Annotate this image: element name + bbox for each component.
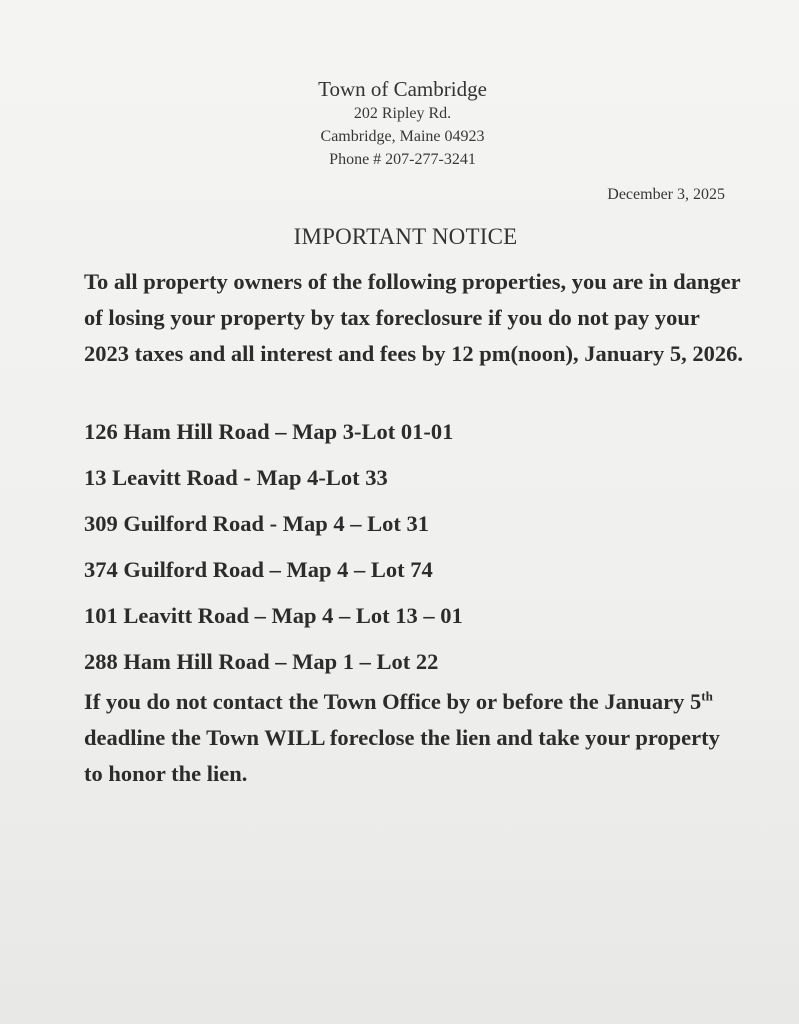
town-address: 202 Ripley Rd. bbox=[353, 105, 452, 122]
property-item: 374 Guilford Road – Map 4 – Lot 74 bbox=[84, 557, 433, 582]
property-item: 101 Leavitt Road – Map 4 – Lot 13 – 01 bbox=[84, 603, 463, 628]
town-name: Town of Cambridge bbox=[318, 77, 487, 101]
closing-paragraph bbox=[84, 684, 744, 792]
town-phone: Phone # 207-277-3241 bbox=[329, 151, 476, 168]
property-item: 126 Ham Hill Road – Map 3-Lot 01-01 bbox=[84, 419, 454, 444]
letterhead bbox=[0, 76, 799, 171]
town-city: Cambridge, Maine 04923 bbox=[320, 128, 485, 145]
property-item: 288 Ham Hill Road – Map 1 – Lot 22 bbox=[84, 649, 439, 674]
intro-paragraph: To all property owners of the following properties, you are in danger of losing your property by tax foreclosure if you do not pay your 2023 taxes and all interest and fees by 12 pm(noon), January 5, 2026. bbox=[84, 269, 743, 366]
closing-text-end: deadline the Town WILL foreclose the lien and take your property to honor the lien. bbox=[84, 725, 720, 786]
notice-date: December 3, 2025 bbox=[607, 186, 725, 203]
ordinal-suffix: th bbox=[701, 688, 713, 704]
property-item: 13 Leavitt Road - Map 4-Lot 33 bbox=[84, 465, 388, 490]
notice-heading: IMPORTANT NOTICE bbox=[293, 224, 518, 249]
property-list bbox=[84, 414, 463, 690]
closing-text-start: If you do not contact the Town Office by or before the January 5 bbox=[84, 689, 702, 714]
property-item: 309 Guilford Road - Map 4 – Lot 31 bbox=[84, 511, 430, 536]
